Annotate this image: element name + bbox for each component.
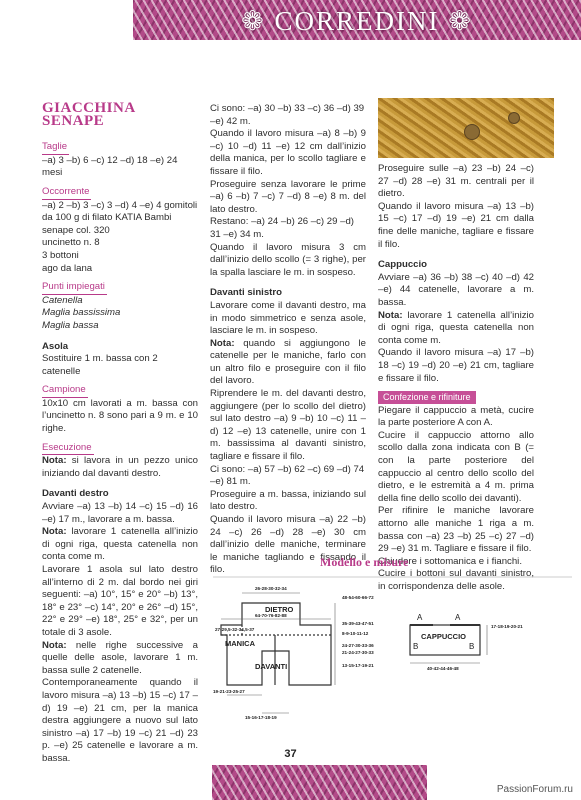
label-b: B [469, 642, 475, 651]
paragraph: Quando il lavoro misura –a) 22 –b) 24 –c) 26 –d) 28 –e) 30 cm dall’inizio delle maniche, terminare le maniche tagliando e fissando il filo. [210, 514, 366, 576]
paragraph: Ci sono: –a) 57 –b) 62 –c) 69 –d) 74 –e) 81 m. [210, 463, 365, 488]
measure-right: 8-9-10-11-12 [342, 631, 369, 636]
paragraph: Chiudere i sottomanica e i fianchi. [378, 555, 522, 567]
paragraph: Cucire il cappuccio attorno allo scollo dalla zona indicata con B (= con la parte posteriore del cappuccio al centro dello scollo del dietro, e le estremità a 4 m. prima della fine dello scollo dei davanti). [378, 429, 534, 504]
measure-top: 26-28-30-32-34 [255, 586, 287, 591]
measure-sleeve: 27-29,5-32-34,5-37 [215, 627, 255, 632]
heading-execution: Esecuzione [42, 442, 94, 456]
note-text: quando si aggiungono le catenelle per le maniche, farlo con un altro filo e proseguire con il filo del lavoro. [210, 337, 366, 387]
note-text: lavorare 1 catenella all’inizio di ogni riga, questa catenella non conta come m. [42, 526, 198, 563]
paragraph: Quando il lavoro misura –a) 8 –b) 9 –c) 10 –d) 11 –e) 12 cm dall’inizio della manica, per lo scollo tagliare e fissare il filo. [210, 128, 366, 177]
paragraph: Restano: –a) 24 –b) 26 –c) 29 –d) 31 –e) 34 m. [210, 216, 354, 240]
asola-text: Sostituire 1 m. bassa con 2 catenelle [42, 353, 158, 377]
heading-materials: Occorrente [42, 186, 91, 200]
pattern-title: GIACCHINA SENAPE [42, 100, 135, 129]
diagram-title: Modello e misure [320, 555, 409, 569]
paragraph: Lavorare come il davanti destro, ma in modo simmetrico e senza asole, lasciare le m. in sospeso. [210, 299, 366, 337]
paragraph: Ci sono: –a) 30 –b) 33 –c) 36 –d) 39 –e) 42 m. [210, 103, 365, 127]
label-dietro: DIETRO [265, 605, 294, 614]
measure-hood-width: 40-42-44-46-48 [427, 666, 459, 671]
paragraph: Quando il lavoro misura 3 cm dall’inizio dello scollo (= 3 righe), per la spalla lasciare le m. in sospeso. [210, 241, 366, 278]
heading-hood: Cappuccio [378, 259, 428, 271]
note-label: Nota: [42, 526, 67, 538]
label-a: A [417, 613, 423, 622]
paragraph: Avviare –a) 13 –b) 14 –c) 15 –d) 16 –e) 17 m., lavorare a m. bassa. [42, 501, 198, 525]
gauge-text: 10x10 cm lavorati a m. bassa con l’uncinetto n. 8 sono pari a 9 m. e 10 righe. [42, 397, 198, 435]
label-davanti: DAVANTI [255, 662, 288, 671]
paragraph: Lavorare 1 asola sul lato destro all’interno di 2 m. dal bordo nei giri seguenti: –a) 10°, 15° e 20° –b) 13°, 18° e 23° –c) 14°, 20° e 26° –d) 15°, 22° e 29° –e) 18°, 25° e 32°, per un totale di 3 asole. [42, 564, 198, 638]
section-title: ❁ CORREDINI ❁ [241, 6, 473, 36]
paragraph: Riprendere le m. del davanti destro, aggiungere (per lo scollo del dietro) sul lato destro –a) 9 –b) 10 –c) 11 –d) 12 –e) 13 catenelle, unire con 1 m. bassissima al davanti sinistro, tagliare e fissare il filo. [210, 388, 366, 463]
button-photo-detail [508, 112, 520, 124]
measure-width: 64-70-76-82-88 [255, 613, 287, 618]
stitch-item: Catenella [42, 294, 83, 306]
measure-right: 24-27-30-33-36 [342, 643, 374, 648]
paragraph: Proseguire a m. bassa, iniziando sul lato destro. [210, 488, 366, 513]
heading-left-front: Davanti sinistro [210, 287, 282, 299]
material-item: 3 bottoni [42, 249, 79, 261]
measure-sleeve-bottom: 19-21-23-25-27 [213, 689, 245, 694]
stitch-item: Maglia bassa [42, 319, 99, 331]
paragraph: Quando il lavoro misura –a) 13 –b) 15 –c) 17 –d) 19 –e) 21 cm dalla fine delle maniche, tagliare e fissare il filo. [378, 200, 534, 250]
column-3 [378, 163, 534, 594]
button-photo-detail [464, 124, 480, 140]
material-item: uncinetto n. 8 [42, 237, 100, 249]
heading-finishing: Confezione e rifiniture [378, 391, 476, 404]
stitch-item: Maglia bassissima [42, 307, 121, 319]
paragraph: Proseguire senza lavorare le prime –a) 6 –b) 7 –c) 7 –d) 8 –e) 8 m. del lato destro. [210, 178, 366, 215]
page-number: 37 [284, 748, 297, 760]
measure-right: 13-15-17-19-21 [342, 663, 374, 668]
measure-hood-height: 17-18-19-20-21 [491, 624, 523, 629]
measure-right: 21-24-27-30-33 [342, 650, 374, 655]
heading-sizes: Taglie [42, 141, 69, 155]
column-1 [42, 102, 198, 766]
label-a: A [455, 613, 461, 622]
measure-right: 35-39-43-47-51 [342, 621, 374, 626]
label-manica: MANICA [225, 639, 255, 648]
paragraph: Quando il lavoro misura –a) 17 –b) 18 –c) 19 –d) 20 –e) 21 cm, tagliare e fissare il filo. [378, 347, 534, 384]
header-banner [133, 0, 581, 40]
measure-right: 48-54-60-66-72 [342, 595, 374, 600]
heading-stitches: Punti impiegati [42, 281, 107, 295]
schematic-diagram [205, 575, 580, 725]
watermark: PassionForum.ru [496, 784, 573, 795]
label-cappuccio: CAPPUCCIO [421, 632, 467, 641]
paragraph: Cucire i bottoni sul davanti sinistro, in corrispondenza delle asole. [378, 568, 534, 592]
hood-dimensions [410, 625, 487, 663]
heading-right-front: Davanti destro [42, 488, 109, 500]
note-label: Nota: [378, 309, 403, 321]
paragraph: Avviare –a) 36 –b) 38 –c) 40 –d) 42 –e) 44 catenelle, lavorare a m. bassa. [378, 271, 534, 308]
material-item: ago da lana [42, 262, 93, 274]
column-2 [210, 103, 366, 577]
note-label: Nota: [42, 455, 67, 467]
knit-photo [378, 98, 554, 158]
material-item: –a) 2 –b) 3 –c) 3 –d) 4 –e) 4 gomitoli da 100 g di filato KATIA Bambi senape col. 320 [42, 199, 198, 236]
heading-asola: Asola [42, 340, 69, 352]
note-label: Nota: [210, 337, 235, 349]
note-text: si lavora in un pezzo unico iniziando dal davanti destro. [42, 455, 198, 479]
paragraph: Piegare il cappuccio a metà, cucire la parte posteriore A con A. [378, 404, 534, 429]
footer-knit [212, 765, 427, 800]
note-text: nelle righe successive a quelle delle asole, lavorare 1 m. bassa sulle 2 catenelle. [42, 639, 198, 676]
paragraph: Contemporaneamente quando il lavoro misura –a) 13 –b) 15 –c) 17 –d) 19 –e) 21 cm, per la manica destra aggiungere a nuovo sul lato sinistro –a) 17 –b) 19 –c) 21 –d) 23 p. –e) 25 catenelle e lavorare a m. bassa. [42, 677, 198, 764]
paragraph: Proseguire sulle –a) 23 –b) 24 –c) 27 –d) 28 –e) 31 m. centrali per il dietro. [378, 163, 534, 200]
measure-front-bottom: 15-16-17-18-19 [245, 715, 277, 720]
heading-gauge: Campione [42, 384, 88, 398]
paragraph: Per rifinire le maniche lavorare attorno alle maniche 1 riga a m. bassa con –a) 23 –b) 25 –c) 27 –d) 29 –e) 31 m. Tagliare e fissare il filo. [378, 505, 534, 555]
label-b: B [413, 642, 419, 651]
note-label: Nota: [42, 639, 67, 651]
note-text: lavorare 1 catenella all’inizio di ogni riga, questa catenella non conta come m. [378, 309, 534, 346]
sizes-text: –a) 3 –b) 6 –c) 12 –d) 18 –e) 24 mesi [42, 154, 178, 179]
